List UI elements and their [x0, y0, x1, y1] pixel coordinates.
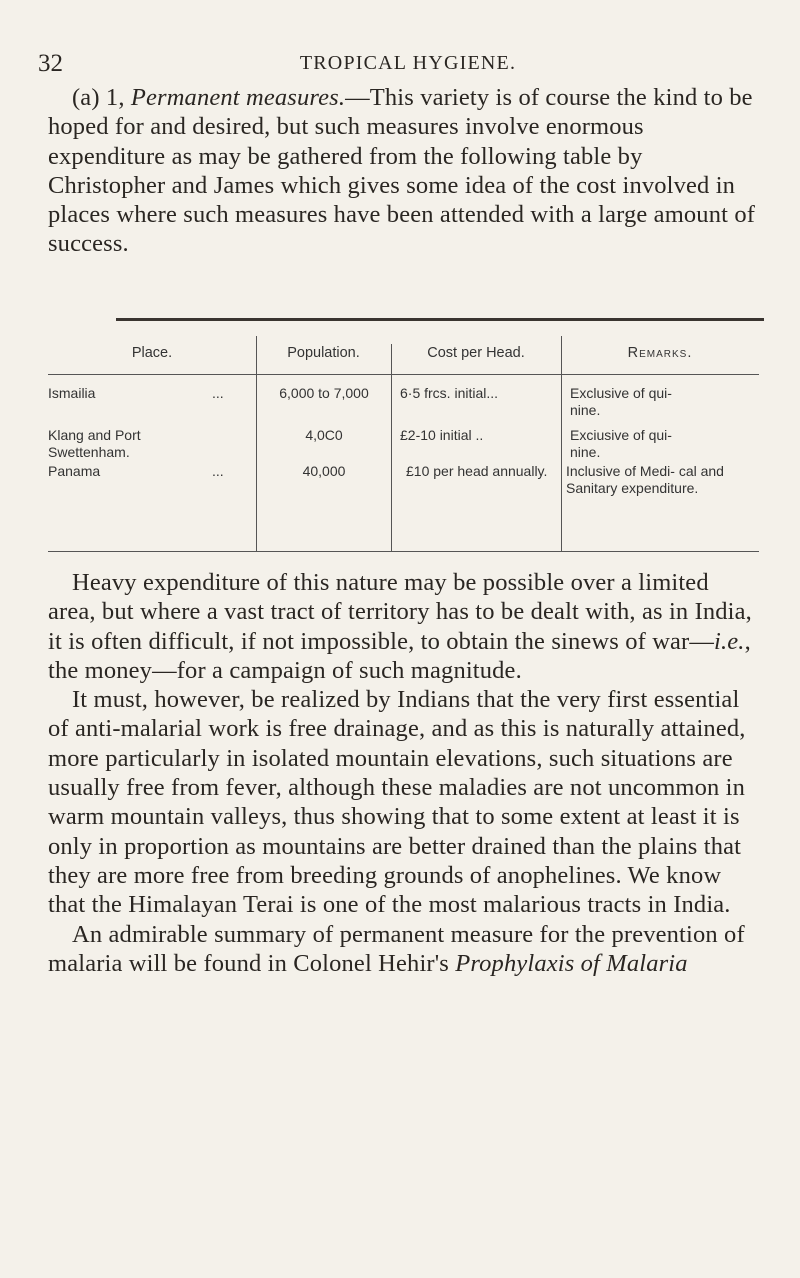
header-rule — [256, 374, 561, 375]
cost-table — [48, 318, 760, 553]
running-head — [38, 44, 778, 80]
row-cost: £10 per head annually. — [406, 463, 548, 479]
table-divider — [561, 336, 562, 552]
paragraph-text: , the money—for a campaign of such magnitude. — [48, 627, 751, 684]
paragraph-text: It must, however, be realized by Indians that the very first essential of anti-malarial work is free drainage, and as this is naturally attained, more particularly in isolated mountain elevations, such situations are usually free from fever, although these maladies are not uncommon in warm mountain valleys, thus showing that to some extent at least it is only in proportion as mountains are better drained than the plains that they are more free from breeding grounds of anophelines. We know that the Himalayan Terai is one of the most malarious tracts in India. — [48, 686, 746, 919]
header-population: Population. — [287, 345, 360, 361]
page-number: 32 — [38, 50, 63, 77]
book-title: Prophylaxis of Malaria — [455, 949, 688, 977]
table-top-rule — [116, 318, 764, 321]
paragraph-expenditure — [48, 568, 758, 685]
row-remarks: Inclusive of Medi- cal and Sanitary expenditure. — [566, 463, 724, 496]
row-population: 40,000 — [302, 463, 346, 479]
header-cost: Cost per Head. — [427, 345, 525, 361]
paragraph-text: An admirable summary of permanent measure for the prevention of malaria will be found in Colonel Hehir's — [48, 920, 745, 977]
running-title: TROPICAL HYGIENE. — [299, 52, 517, 74]
intro-text: —This variety is of course the kind to be hoped for and desired, but such measures involve enormous expenditure as may be gathered from the following table by Christopher and James which gives some idea of the cost involved in places where such measures have been attended with a large amount of success. — [48, 84, 756, 258]
header-place: Place. — [131, 345, 173, 361]
table-bottom-rule — [256, 551, 561, 552]
row-place: Ismailia — [48, 385, 96, 401]
row-leader: ... — [212, 385, 224, 401]
header-rule — [561, 374, 759, 375]
row-place: Panama — [48, 463, 101, 479]
intro-title: Permanent measures. — [130, 84, 346, 111]
body-text — [48, 568, 758, 978]
header-rule — [48, 374, 256, 375]
header-remarks: Remarks. — [627, 345, 693, 361]
row-population: 6,000 to 7,000 — [279, 385, 369, 401]
table-divider — [256, 336, 257, 552]
paragraph-drainage — [48, 685, 758, 919]
row-population: 4,0C0 — [305, 427, 343, 443]
row-cost: 6·5 frcs. initial... — [400, 385, 499, 401]
intro-label: (a) 1, — [72, 84, 125, 111]
row-place: Klang and Port Swettenham. — [48, 427, 141, 460]
paragraph-text: Heavy expenditure of this nature may be possible over a limited area, but where a vast tract of territory has to be dealt with, as in India, it is often difficult, if not impossible, to obtain the sinews of war— — [48, 569, 752, 655]
table-divider — [391, 344, 392, 552]
paragraph-summary — [48, 920, 758, 979]
row-leader: ... — [212, 463, 224, 479]
intro-paragraph — [48, 83, 758, 259]
row-cost: £2-10 initial .. — [400, 427, 484, 443]
row-remarks: Exclusive of qui- nine. — [570, 385, 672, 418]
table-bottom-rule — [48, 551, 256, 552]
row-remarks: Exciusive of qui- nine. — [570, 427, 672, 460]
abbreviation-ie: i.e. — [714, 627, 745, 655]
table-bottom-rule — [561, 551, 759, 552]
